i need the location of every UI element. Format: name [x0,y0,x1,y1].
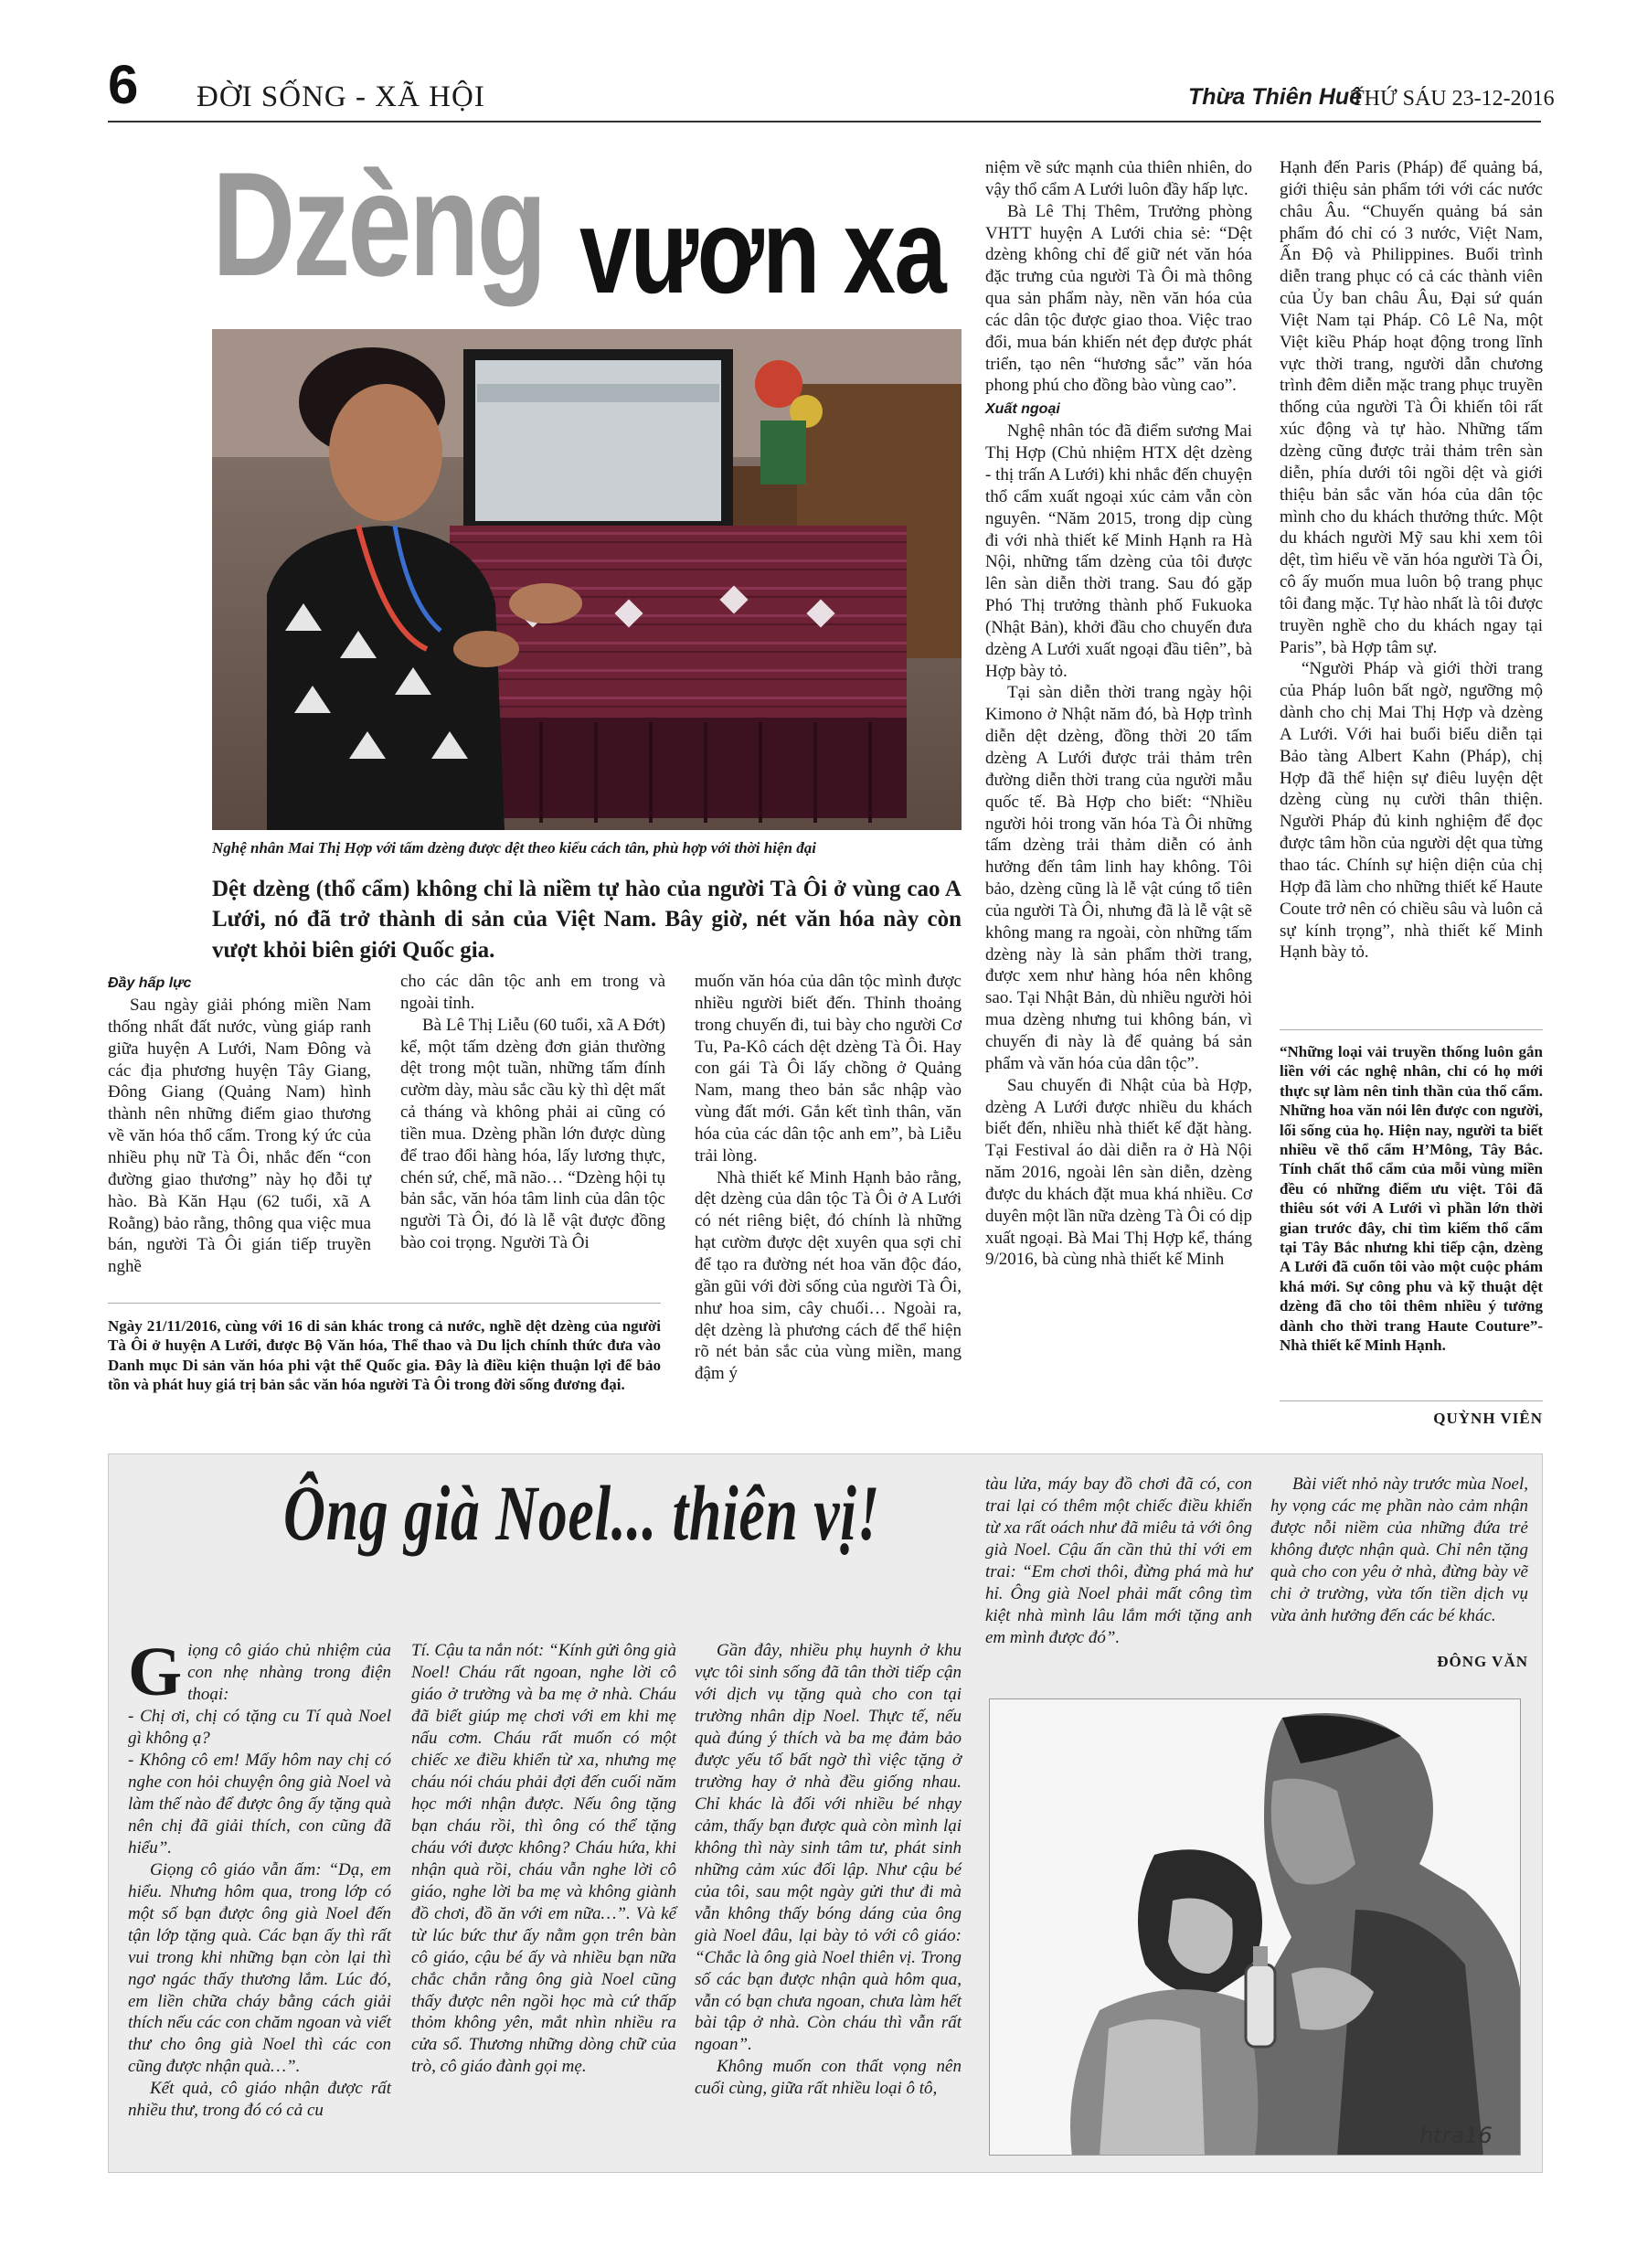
illustration-signature: htra16 [1419,2123,1493,2148]
photo-caption: Nghệ nhân Mai Thị Hợp với tấm dzèng được dệt theo kiểu cách tân, phù hợp với thời hiện đại [212,839,816,857]
paragraph [128,1634,391,1710]
designer-quote: “Những loại vải truyền thống luôn gắn liền với các nghệ nhân, chỉ có họ mới thực sự làm nên tinh thần của thổ cẩm. Những hoa văn nói lên được con người, lối sống của họ. Hiện nay, người ta biết nhiều về thổ cẩm H’Mông, Tây Bắc. Tính chất thổ cẩm của mỗi vùng miền đều có những điểm ưu việt. Tôi đã thiêu sót với A Lưới vì phần lớn thời gian trước đây, chỉ tìm kiếm thổ cẩm tại Tây Bắc nhưng khi tiếp cận, dzèng A Lưới đã cuốn tôi vào một cuộc phám khá mới. Sự công phu và kỹ thuật dệt dzèng đã cho tôi thêm nhiều ý tưởng dành cho thời trang Haute Couture”- Nhà thiết kế Minh Hạnh. [1280,1043,1543,1355]
article-column-5 [1280,157,1543,964]
paragraph: - Không cô em! Mấy hôm nay chị có nghe con hỏi chuyện ông già Noel và làm thế nào để được ông ấy tặng quà nên chị đã giải thích, con cũng đã hiểu”. [128,1750,391,1858]
header-rule [108,121,1541,122]
paragraph: Bà Lê Thị Thêm, Trưởng phòng VHTT huyện A Lưới chia sẻ: “Dệt dzèng không chỉ để giữ nét văn hóa đặc trưng của người Tà Ôi mà thông qua sản phẩm này, nền văn hóa của các dân tộc được giao thoa. Việc trao đổi, mua bán khiến nét đẹp được phát triển, tạo nên “hương sắc” văn hóa phong phú cho đồng bào vùng cao”. [985,201,1252,396]
subheading-2: Xuất ngoại [985,401,1060,418]
article-byline: QUỲNH VIÊN [1433,1410,1543,1427]
article-column-2 [400,971,665,1254]
newspaper-name: Thừa Thiên Huế [1188,84,1363,110]
headline-part-2: vươn xa [579,184,946,318]
paragraph: Nhà thiết kế Minh Hạnh bảo rằng, dệt dzèng của dân tộc Tà Ôi ở A Lưới có nét riêng biệt, đó chính là những hạt cườm được dệt xuyên qua sợi chỉ để tạo ra đường nét hoa văn độc đáo, gần gũi với đời sống của người Tà Ôi, như hoa sim, cây chuối… Ngoài ra, dệt dzèng là phương cách để thể hiện rõ nét bản sắc của vùng miền, mang đậm ý [695,1167,962,1384]
callout-rule [108,1303,661,1304]
paragraph: Tí. Cậu ta nắn nót: “Kính gửi ông già Noel! Cháu rất ngoan, nghe lời cô giáo ở trường và ba mẹ ở nhà. Cháu đã biết giúp mẹ chơi với em khi mẹ nấu cơm. Cháu rất muốn có một chiếc xe điều khiển từ xa, nhưng mẹ cháu nói cháu phải đợi đến cuối năm học mới nhận được. Nếu ông tặng bạn cháu rồi, thì ông có thể tặng cháu với được không? Cháu hứa, khi nhận quà rồi, cháu vẫn nghe lời cô giáo, nghe lời ba mẹ và không giành đồ chơi, đồ ăn với em nữa…”. Và kể từ lúc bức thư ấy nằm gọn trên bàn cô giáo, cậu bé ấy và nhiều bạn nữa chắc chắn rằng ông già Noel cũng thấy được nên ngồi học mà cứ thấp thỏm không yên, mắt nhìn nhiều ra cửa sổ. Thương những dòng chữ của trò, cô giáo đành gọi mẹ. [411,1641,676,2077]
article-column-4 [985,157,1252,1271]
feature-column-2 [411,1640,676,2078]
feature-column-5 [1270,1474,1528,1627]
subheading-1: Đầy hấp lực [108,975,192,991]
section-name: ĐỜI SỐNG - XÃ HỘI [197,80,485,113]
paragraph: Không muốn con thất vọng nên cuối cùng, giữa rất nhiều loại ô tô, [695,2057,962,2099]
paragraph: cho các dân tộc anh em trong và ngoài tỉnh. [400,972,665,1013]
headline-part-1: Dzèng [212,142,545,307]
paragraph: “Người Pháp và giới thời trang của Pháp luôn bất ngờ, ngưỡng mộ dành cho chị Mai Thị Hợp và dzèng A Lưới. Với hai buổi biểu diễn tại Bảo tàng Albert Kahn (Pháp), chị Hợp đã thể hiện sự điêu luyện dệt dzèng cùng nụ cười thân thiện. Người Pháp đủ kinh nghiệm để đọc được tâm hồn của người dệt qua từng thao tác. Chính sự hiện diện của chị Hợp đã làm cho những thiết kế Haute Coute trở nên có chiều sâu và luôn cả sự kính trọng”, nhà thiết kế Minh Hạnh bày tỏ. [1280,659,1543,963]
feature-column-4 [985,1474,1252,1649]
feature-byline: ĐÔNG VĂN [1437,1653,1528,1670]
page-number: 6 [108,54,139,115]
article-headline [212,142,946,318]
paragraph: Sau chuyến đi Nhật của bà Hợp, dzèng A Lưới được nhiều du khách biết đến, nhiều nhà thiết kế đặt hàng. Tại Festival áo dài diễn ra ở Hà Nội năm 2016, ngoài lên sàn diễn, dzèng được du khách đặt mua khá nhiều. Cơ duyên một lần nữa dzèng Tà Ôi có dịp xuất ngoại. Bà Mai Thị Hợp kể, tháng 9/2016, bà cùng nhà thiết kế Minh [985,1075,1252,1270]
article-photo [212,329,962,830]
quote-rule [1280,1029,1543,1030]
issue-date: THỨ SÁU 23-12-2016 [1351,87,1555,111]
paragraph-text: iọng cô giáo chủ nhiệm của con nhẹ nhàng trong điện thoại: [187,1641,391,1704]
drop-cap: G [128,1634,183,1710]
paragraph: niệm về sức mạnh của thiên nhiên, do vậy thổ cẩm A Lưới luôn đầy hấp lực. [985,158,1252,199]
photo-artisan-with-brocade [212,329,962,830]
byline-rule [1280,1400,1543,1401]
paragraph: Bà Lê Thị Liễu (60 tuổi, xã A Đớt) kể, một tấm dzèng đơn giản thường dệt trong một tuần, những tấm đính cườm dày, màu sắc cầu kỳ thì dệt mất cả tháng và không phải ai cũng có tiền mua. Dzèng phần lớn được dùng để trao đổi hàng hóa, lấy lương thực, chén sứ, chế, mã não… “Dzèng hội tụ bản sắc, văn hóa tâm linh của dân tộc người Tà Ôi, đó là lễ vật được đồng bào coi trọng. Người Tà Ôi [400,1015,665,1253]
article-column-3 [695,971,962,1385]
paragraph: tàu lửa, máy bay đồ chơi đã có, con trai lại có thêm một chiếc điều khiển từ xa rất oách như đã miêu tả với ông già Noel. Cậu ấn cần thủ thỉ với em trai: “Em chơi thôi, đừng phá mà hư hỉ. Ông già Noel phải mất công tìm kiệt nhà mình lâu lắm mới tặng anh em mình được đó”. [985,1475,1252,1647]
paragraph: Bài viết nhỏ này trước mùa Noel, hy vọng các mẹ phần nào cảm nhận được nỗi niềm của những đứa trẻ không được nhận quà. Chỉ nên tặng quà cho con yêu ở nhà, đừng bày vẽ chi ở trường, vừa tốn tiền dịch vụ vừa ảnh hưởng đến các bé khác. [1270,1475,1528,1625]
feature-column-1 [128,1634,391,2122]
paragraph: Gần đây, nhiều phụ huynh ở khu vực tôi sinh sống đã tân thời tiếp cận với dịch vụ tặng quà cho con tại trường nhân dịp Noel. Thực tế, nếu quà đúng ý thích và ba mẹ đảm bảo được yếu tố bất ngờ thì việc tặng ở trường hay ở nhà đều giống nhau. Chỉ khác là đối với nhiều bé nhạy cảm, thấy bạn được quà còn mình lại không thì này sinh tâm tư, phát sinh những cảm xúc đối lập. Như cậu bé của tôi, sau một ngày gửi thư đi mà vẫn không thấy bóng dáng của ông già Noel đâu, lại bày tỏ với cô giáo: “Chắc là ông già Noel thiên vị. Trong số các bạn được nhận quà hôm qua, vẫn có bạn chưa ngoan, chưa làm hết bài tập ở nhà. Còn cháu thì vẫn rất ngoan”. [695,1641,962,2055]
paragraph: Nghệ nhân tóc đã điểm sương Mai Thị Hợp (Chủ nhiệm HTX dệt dzèng - thị trấn A Lưới) khi nhắc đến chuyện thổ cẩm xuất ngoại xúc cảm vẫn còn nguyên. “Năm 2015, trong dịp cùng đi với nhà thiết kế Minh Hạnh ra Hà Nội, những tấm dzèng của tôi được lên sàn diễn thời trang. Sau đó gặp Phó Thị trưởng thành phố Fukuoka (Nhật Bản), khởi đầu cho chuyến đưa dzèng A Lưới xuất ngoại đầu tiên”, bà Hợp bày tỏ. [985,421,1252,681]
paragraph: - Chị ơi, chị có tặng cu Tí quà Noel gì không ạ? [128,1706,391,1748]
feature-column-3 [695,1640,962,2100]
paragraph: Hạnh đến Paris (Pháp) để quảng bá, giới thiệu sản phẩm tới với các nước châu Âu. “Chuyến quảng bá sản phẩm đó chỉ có 3 nước, Việt Nam, Ấn Độ và Philippines. Buổi trình diễn trang phục có cả các thành viên của Ủy ban châu Âu, Đại sứ quán Việt Nam tại Pháp. Cô Lê Na, một Việt kiều Pháp hoạt động trong lĩnh vực thời trang, người dẫn chương trình đêm diễn mặc trang phục truyền thống của người Tà Ôi khiến tôi rất xúc động và tự hào. Những tấm dzèng cũng được trải thảm trên sàn diễn, phía dưới tôi ngồi dệt và giới thiệu bản sắc văn hóa của dân tộc mình cho du khách thưởng thức. Một du khách người Mỹ sau khi xem tôi dệt, tìm hiểu về văn hóa người Tà Ôi, cô ấy muốn mua luôn bộ trang phục tôi đang mặc. Tự hào nhất là tôi được truyền nghề cho du khách ngay tại Paris”, bà Hợp tâm sự. [1280,158,1543,657]
feature-title: Ông già Noel... thiên vị! [283,1469,881,1557]
paragraph: Sau ngày giải phóng miền Nam thống nhất đất nước, vùng giáp ranh giữa huyện A Lưới, Nam Đông và các địa phương huyện Tây Giang, Đông Giang (Quảng Nam) hình thành nên những điểm giao thương về văn hóa thổ cẩm. Trong ký ức của nhiều phụ nữ Tà Ôi, nhắc đến “con đường giao thương” này họ đỗi tự hào. Bà Kăn Hạu (62 tuổi, xã A Roằng) bảo rằng, thông qua việc mua bán, người Tà Ôi gián tiếp truyền nghề [108,996,371,1277]
paragraph: Giọng cô giáo vẫn ấm: “Dạ, em hiểu. Nhưng hôm qua, trong lớp có một số bạn được ông già Noel đến tận lớp tặng quà. Các bạn ấy thì rất vui trong khi những bạn còn lại thì ngơ ngác thấy thương lắm. Lúc đó, em liền chữa cháy bằng cách giải thích nếu các con chăm ngoan và viết thư cho ông già Noel thì các con cũng được nhận quà…”. [128,1859,391,2077]
paragraph: Kết quả, cô giáo nhận được rất nhiều thư, trong đó có cả cu [128,2079,391,2121]
illustration-father-and-child [990,1699,1521,2156]
heritage-callout: Ngày 21/11/2016, cùng với 16 di sản khác trong cả nước, nghề dệt dzèng của người Tà Ôi ở huyện A Lưới, được Bộ Văn hóa, Thể thao và Du lịch chính thức đưa vào Danh mục Di sản văn hóa phi vật thể Quốc gia. Đây là điều kiện thuận lợi để bảo tồn và phát huy giá trị bản sắc văn hóa người Tà Ôi trong đời sống đương đại. [108,1317,661,1394]
article-lead: Dệt dzèng (thổ cẩm) không chỉ là niềm tự hào của người Tà Ôi ở vùng cao A Lưới, nó đã trở thành di sản của Việt Nam. Bây giờ, nét văn hóa này còn vượt khỏi biên giới Quốc gia. [212,877,962,963]
article-column-1 [108,971,371,1278]
feature-illustration [989,1698,1521,2156]
paragraph: muốn văn hóa của dân tộc mình được nhiều người biết đến. Thỉnh thoảng trong chuyến đi, tui bày cho người Cơ Tu, Pa-Kô cách dệt dzèng Tà Ôi. Hay con gái Tà Ôi lấy chồng ở Quảng Nam, mang theo bản sắc nhập vào vùng đất mới. Gắn kết tình thân, văn hóa của các dân tộc anh em”, bà Liễu trải lòng. [695,972,962,1166]
paragraph: Tại sàn diễn thời trang ngày hội Kimono ở Nhật năm đó, bà Hợp trình diễn dệt dzèng, đồng thời 20 tấm dzèng A Lưới được trải thảm trên đường diễn thời trang của người mẫu quốc tế. Bà Hợp cho biết: “Nhiều người hỏi trong văn hóa Tà Ôi những tấm dzèng trải thảm diễn có ảnh hưởng đến tâm linh hay không. Tôi bảo, dzèng cũng là lễ vật cúng tổ tiên của người Tà Ôi, nhưng đã là lễ vật sẽ không mang ra ngoài, còn những tấm dzèng này là sản phẩm thời trang, được xem như hàng hóa nên không sao. Tại Nhật Bản, dù nhiều người hỏi mua dzèng nhưng tui không bán, vì chuyến đi này là để quảng bá sản phẩm và văn hóa của dân tộc”. [985,683,1252,1073]
